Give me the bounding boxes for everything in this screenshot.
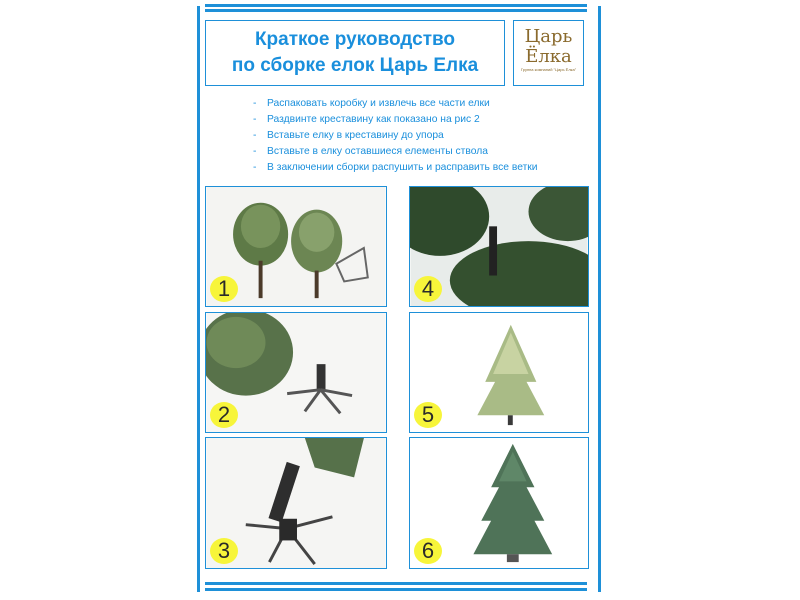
instruction-item: [253, 128, 538, 144]
step-number-badge: 6: [414, 538, 442, 564]
brand-logo: [513, 20, 584, 86]
instruction-text: Раздвинте креставину как показано на рис 2: [267, 114, 480, 125]
title-line-2: по сборке елок Царь Елка: [231, 55, 479, 76]
photo-step-5: [409, 312, 589, 433]
logo-line-1: Царь: [524, 26, 573, 47]
top-border-line-2: [205, 9, 587, 12]
photo-step-3: [205, 437, 387, 569]
title-line-1: Краткое руководство: [254, 29, 456, 50]
photo-step-1: [205, 186, 387, 307]
step-number-badge: 1: [210, 276, 238, 302]
title-box: [205, 20, 505, 86]
logo-line-2: Ёлка: [525, 46, 572, 67]
top-border-line-1: [205, 4, 587, 7]
instruction-text: Вставьте елку в креставину до упора: [267, 130, 444, 141]
step-number-badge: 5: [414, 402, 442, 428]
right-border-line: [598, 6, 601, 592]
step-number-badge: 3: [210, 538, 238, 564]
instruction-item: [253, 96, 538, 112]
instruction-item: [253, 160, 538, 176]
logo-subtitle: Группа компаний "Царь Ёлка": [520, 67, 577, 72]
list-marker: -: [253, 114, 257, 125]
step-number-badge: 2: [210, 402, 238, 428]
photo-step-4: [409, 186, 589, 307]
photo-step-2: [205, 312, 387, 433]
list-marker: -: [253, 162, 257, 173]
instruction-item: [253, 144, 538, 160]
step-number-badge: 4: [414, 276, 442, 302]
list-marker: -: [253, 130, 257, 141]
list-marker: -: [253, 146, 257, 157]
instruction-text: В заключении сборки распушить и расправить все ветки: [267, 162, 538, 173]
photo-step-6: [409, 437, 589, 569]
instruction-text: Распаковать коробку и извлечь все части елки: [267, 98, 490, 109]
left-border-line: [197, 6, 200, 592]
instruction-list: [253, 96, 538, 176]
instruction-item: [253, 112, 538, 128]
bottom-border-line-1: [205, 582, 587, 585]
list-marker: -: [253, 98, 257, 109]
bottom-border-line-2: [205, 588, 587, 591]
instruction-text: Вставьте в елку оставшиеся елементы ствола: [267, 146, 488, 157]
